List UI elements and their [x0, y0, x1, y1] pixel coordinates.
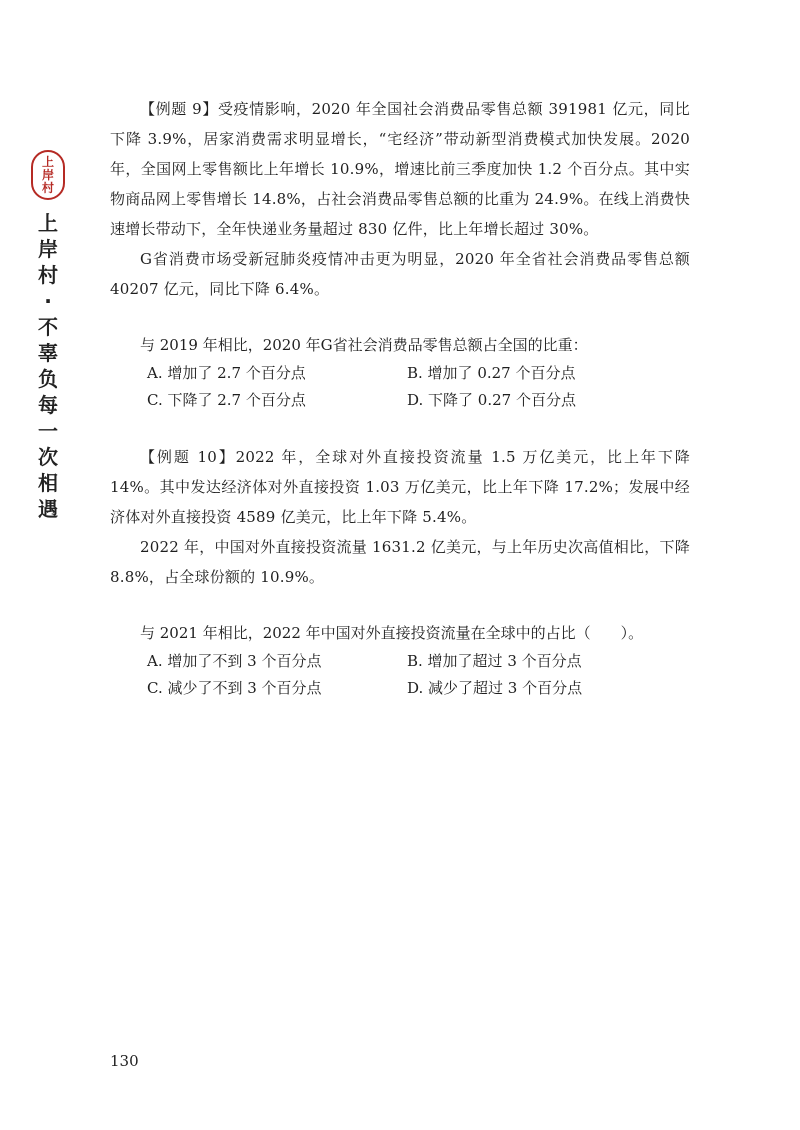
example10-paragraph-1: 【例题 10】2022 年，全球对外直接投资流量 1.5 万亿美元，比上年下降 14%。其中发达经济体对外直接投资 1.03 万亿美元，比上年下降 17.2%；发展中经济体对外直接投资 4589 亿美元，比上年下降 5.4%。 [110, 448, 690, 526]
example10-paragraph-2: 2022 年，中国对外直接投资流量 1631.2 亿美元，与上年历史次高值相比，下降 8.8%，占全球份额的 10.9%。 [110, 538, 690, 586]
motto-char: 不 [38, 315, 58, 339]
motto-char: · [44, 289, 52, 313]
example10-options [110, 648, 690, 702]
motto-char: 负 [38, 367, 58, 391]
page-content [110, 94, 690, 702]
motto-char: 遇 [38, 497, 58, 521]
seal-char: 上 [41, 154, 54, 169]
motto-char: 相 [38, 471, 58, 495]
option-a: A. 增加了 2.7 个百分点 [147, 364, 306, 382]
option-d: D. 下降了 0.27 个百分点 [407, 391, 576, 409]
option-c: C. 减少了不到 3 个百分点 [147, 679, 322, 697]
motto-char: 一 [38, 419, 58, 443]
motto-char: 次 [38, 445, 58, 469]
side-branding [28, 150, 68, 522]
seal-stamp [31, 150, 65, 200]
motto-char: 村 [38, 263, 58, 287]
motto-char: 每 [38, 393, 58, 417]
motto-char: 上 [38, 211, 58, 235]
example9-paragraph-1: 【例题 9】受疫情影响，2020 年全国社会消费品零售总额 391981 亿元，同比下降 3.9%，居家消费需求明显增长，“宅经济”带动新型消费模式加快发展。2020 年，全国网上零售额比上年增长 10.9%，增速比前三季度加快 1.2 个百分点。其中实物商品网上零售增长 14.8%，占社会消费品零售总额的比重为 24.9%。在线上消费快速增长带动下，全年快递业务量超过 830 亿件，比上年增长超过 30%。 [110, 100, 690, 238]
example9-options [110, 360, 690, 414]
option-a: A. 增加了不到 3 个百分点 [147, 652, 322, 670]
side-motto [38, 210, 58, 522]
option-d: D. 减少了超过 3 个百分点 [407, 679, 583, 697]
page-number: 130 [110, 1052, 139, 1070]
option-c: C. 下降了 2.7 个百分点 [147, 391, 306, 409]
motto-char: 岸 [38, 237, 58, 261]
example9-question: 与 2019 年相比，2020 年G省社会消费品零售总额占全国的比重： [140, 336, 588, 354]
seal-char: 岸 [41, 167, 54, 182]
motto-char: 辜 [38, 341, 58, 365]
example9-paragraph-2: G省消费市场受新冠肺炎疫情冲击更为明显，2020 年全省社会消费品零售总额 40207 亿元，同比下降 6.4%。 [110, 250, 690, 298]
example10-question: 与 2021 年相比，2022 年中国对外直接投资流量在全球中的占比（ ）。 [140, 624, 644, 642]
option-b: B. 增加了 0.27 个百分点 [407, 364, 576, 382]
option-b: B. 增加了超过 3 个百分点 [407, 652, 582, 670]
seal-char: 村 [41, 180, 54, 195]
